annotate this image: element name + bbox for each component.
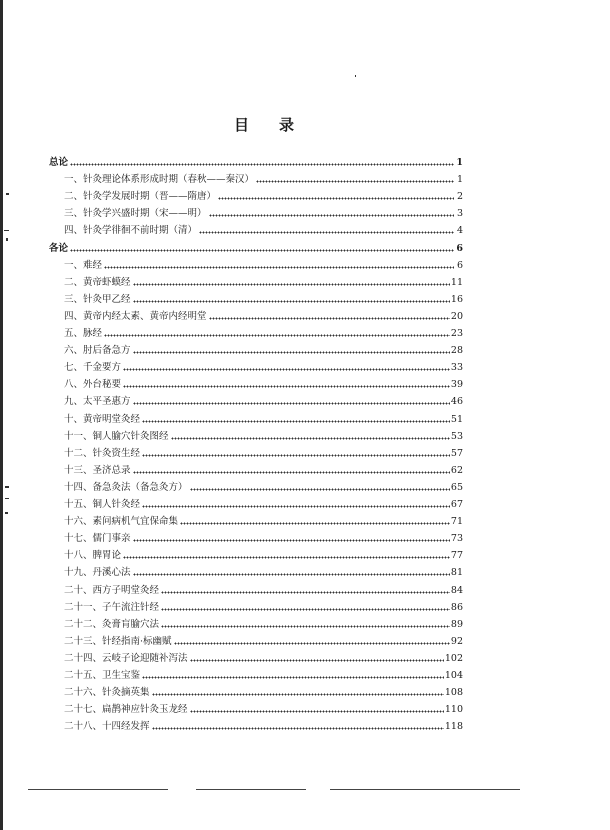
toc-page-number: 84 (450, 585, 463, 596)
toc-page-number: 1 (456, 174, 463, 185)
toc-item (64, 512, 463, 528)
toc-label: 二十一、子午流注针经 (64, 602, 160, 613)
toc-item (64, 221, 463, 237)
page-title (0, 114, 530, 135)
dot-leader (190, 659, 444, 662)
dot-leader (174, 642, 450, 645)
toc-page-number: 51 (450, 414, 463, 425)
toc-label: 四、针灸学徘徊不前时期（清） (64, 225, 198, 236)
toc-label: 九、太平圣惠方 (64, 396, 131, 407)
dot-leader (152, 693, 444, 696)
toc-item (64, 324, 463, 340)
toc-label: 十七、儒门事亲 (64, 533, 131, 544)
dot-leader (70, 163, 454, 166)
toc-item (64, 341, 463, 357)
toc-page-number: 53 (450, 431, 463, 442)
bottom-rule (330, 789, 520, 790)
toc-item (64, 204, 463, 220)
dot-leader (190, 710, 444, 713)
scan-mark (6, 193, 9, 195)
toc-page-number: 92 (450, 636, 463, 647)
toc-item (64, 358, 463, 374)
toc-item (64, 444, 463, 460)
dot-leader (161, 608, 450, 611)
toc-label: 各论 (49, 243, 69, 254)
toc-item (64, 187, 463, 203)
dot-leader (142, 505, 450, 508)
dot-leader (104, 266, 454, 269)
toc-page-number: 28 (450, 345, 463, 356)
dot-leader (133, 351, 450, 354)
toc-item (64, 666, 463, 682)
toc-item (64, 700, 463, 716)
toc-page-number: 16 (450, 294, 463, 305)
dot-leader (199, 231, 454, 234)
toc-page-number: 77 (450, 550, 463, 561)
toc-label: 十九、丹溪心法 (64, 567, 131, 578)
scan-mark (5, 512, 8, 514)
dot-leader (133, 300, 450, 303)
toc-label: 十二、针灸资生经 (64, 448, 141, 459)
toc-label: 三、针灸甲乙经 (64, 294, 131, 305)
toc-page-number: 6 (456, 243, 463, 254)
scan-mark (5, 486, 9, 488)
toc-page-number: 1 (456, 157, 463, 168)
toc-page-number: 57 (450, 448, 463, 459)
toc-page-number: 71 (450, 516, 463, 527)
toc-page-number: 20 (450, 311, 463, 322)
toc-page-number: 3 (456, 208, 463, 219)
toc-label: 二十三、针经指南·标幽赋 (64, 636, 172, 647)
toc-label: 二、针灸学发展时期（晋——隋唐） (64, 191, 217, 202)
toc-item (64, 461, 463, 477)
dot-leader (171, 437, 450, 440)
toc-item (64, 273, 463, 289)
dot-leader (123, 385, 450, 388)
dot-leader (123, 556, 450, 559)
toc-page-number: 67 (450, 499, 463, 510)
dot-leader (142, 420, 450, 423)
toc-label: 二十四、云岐子论迎随补泻法 (64, 653, 188, 664)
dot-leader (104, 334, 450, 337)
toc-page-number: 46 (450, 396, 463, 407)
dot-leader (133, 573, 450, 576)
toc-page-number: 6 (456, 260, 463, 271)
toc-item (64, 495, 463, 511)
toc-page-number: 23 (450, 328, 463, 339)
dot-leader (123, 368, 450, 371)
toc-label: 七、千金要方 (64, 362, 122, 373)
toc-page-number: 73 (450, 533, 463, 544)
dot-leader (161, 591, 450, 594)
toc-label: 十三、圣济总录 (64, 465, 131, 476)
toc-item (64, 563, 463, 579)
dot-leader (180, 522, 450, 525)
toc-page-number: 62 (450, 465, 463, 476)
dot-leader (190, 488, 450, 491)
dot-leader (142, 676, 444, 679)
toc-label: 二十、西方子明堂灸经 (64, 585, 160, 596)
toc-item (64, 546, 463, 562)
scan-mark (5, 498, 9, 499)
toc-section (49, 153, 463, 169)
dot-leader (133, 539, 450, 542)
scan-mark (6, 238, 8, 241)
page-title-char-1: 目 (233, 116, 251, 134)
toc-item (64, 375, 463, 391)
toc-label: 六、肘后备急方 (64, 345, 131, 356)
toc-page-number: 86 (450, 602, 463, 613)
toc-item (64, 392, 463, 408)
toc-label: 十、黄帝明堂灸经 (64, 414, 141, 425)
page-title-char-2: 录 (279, 116, 297, 134)
toc-label: 二十八、十四经发挥 (64, 721, 150, 732)
dot-leader (152, 727, 444, 730)
toc-page-number: 4 (456, 225, 463, 236)
toc-label: 二、黄帝虾蟆经 (64, 277, 131, 288)
toc-page-number: 104 (444, 670, 463, 681)
toc-item (64, 632, 463, 648)
toc-item (64, 598, 463, 614)
toc-label: 二十七、扁鹊神应针灸玉龙经 (64, 704, 188, 715)
toc-page-number: 102 (444, 653, 463, 664)
toc-label: 五、脉经 (64, 328, 103, 339)
toc-item (64, 529, 463, 545)
dot-leader (161, 625, 450, 628)
toc-item (64, 717, 463, 733)
toc-page-number: 110 (444, 704, 463, 715)
toc-label: 十五、铜人针灸经 (64, 499, 141, 510)
bottom-rule (28, 789, 168, 790)
toc-label: 十一、铜人腧穴针灸图经 (64, 431, 169, 442)
toc-label: 十四、备急灸法（备急灸方） (64, 482, 188, 493)
toc-label: 一、针灸理论体系形成时期（春秋——秦汉） (64, 174, 255, 185)
toc-page-number: 2 (456, 191, 463, 202)
toc-label: 二十二、灸膏肓腧穴法 (64, 619, 160, 630)
toc-item (64, 615, 463, 631)
scan-mark (355, 75, 356, 77)
toc-label: 一、难经 (64, 260, 103, 271)
toc-page-number: 33 (450, 362, 463, 373)
toc-label: 十六、素问病机气宜保命集 (64, 516, 179, 527)
dot-leader (133, 402, 450, 405)
toc-page-number: 118 (444, 721, 463, 732)
toc-label: 八、外台秘要 (64, 379, 122, 390)
toc-item (64, 256, 463, 272)
dot-leader (256, 180, 454, 183)
toc-item (64, 427, 463, 443)
toc-label: 十八、脾胃论 (64, 550, 122, 561)
dot-leader (209, 317, 450, 320)
toc-item (64, 290, 463, 306)
toc-item (64, 307, 463, 323)
dot-leader (218, 197, 454, 200)
toc-label: 总论 (49, 157, 69, 168)
toc-label: 二十六、针灸摘英集 (64, 687, 150, 698)
bottom-rule (196, 789, 306, 790)
toc-label: 四、黄帝内经太素、黄帝内经明堂 (64, 311, 207, 322)
toc-label: 二十五、卫生宝鉴 (64, 670, 141, 681)
toc-item (64, 170, 463, 186)
dot-leader (133, 283, 450, 286)
toc-page-number: 65 (450, 482, 463, 493)
toc-page-number: 89 (450, 619, 463, 630)
toc-page-number: 39 (450, 379, 463, 390)
toc-label: 三、针灸学兴盛时期（宋——明） (64, 208, 207, 219)
dot-leader (133, 471, 450, 474)
toc-item (64, 581, 463, 597)
toc-section (49, 239, 463, 255)
scan-mark (4, 230, 9, 231)
toc-page-number: 11 (450, 277, 463, 288)
dot-leader (70, 249, 454, 252)
toc-page-number: 81 (450, 567, 463, 578)
toc-item (64, 478, 463, 494)
toc-item (64, 410, 463, 426)
dot-leader (209, 214, 454, 217)
toc-item (64, 649, 463, 665)
toc-item (64, 683, 463, 699)
dot-leader (142, 454, 450, 457)
toc-page-number: 108 (444, 687, 463, 698)
